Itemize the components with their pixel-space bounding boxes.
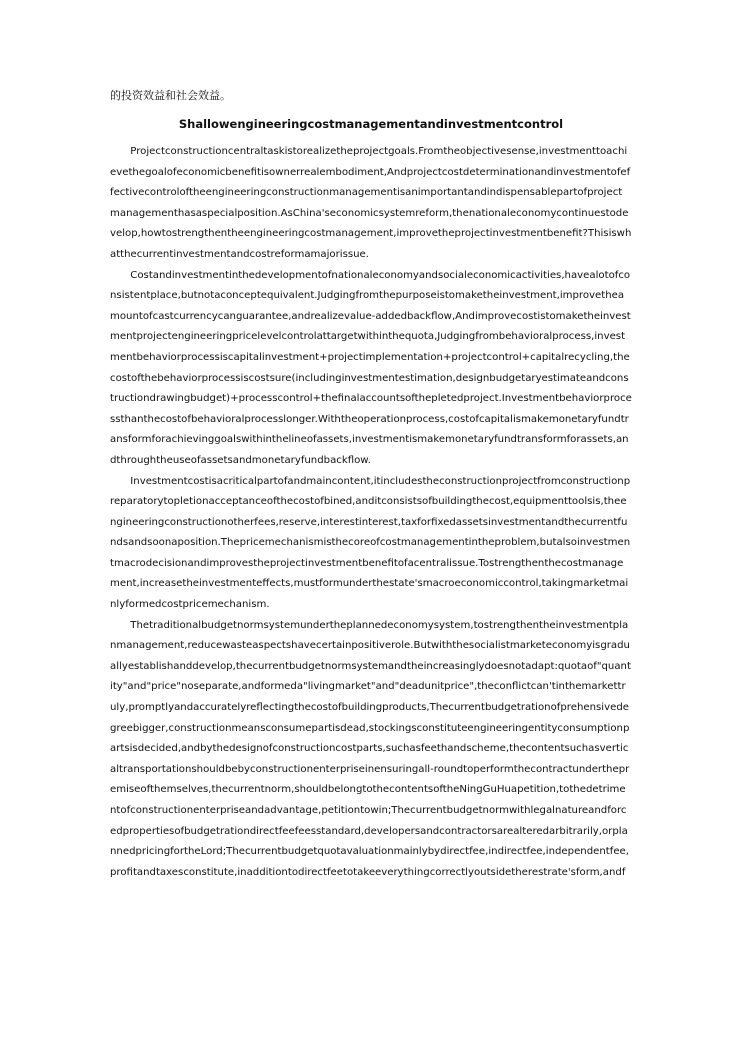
carryover-text: 的投资效益和社会效益。 xyxy=(110,89,231,102)
paragraph-2: Costandinvestmentinthedevelopmentofnationaleconomyandsocialeconomicactivities,havealotofconsistentplace,butnotaconceptequivalent.Judgingfromthepurposeistomaketheinvestment,improvetheamountofcastcurrencycanguarantee,andrealizevalue-addedbackflow,Andimprovecostistomaketheinvestmentprojectengineeringpricelevelcontrolattargetwithinthequota,Judgingfrombehavioralprocess,investmentbehaviorprocessiscapitalinvestment+projectimplementation+projectcontrol+capitalrecycling,thecostofthebehaviorprocessiscostsure(includinginvestmentestimation,designbudgetaryestimateandconstructiondrawingbudget)+processcontrol+thefinalaccountsofthepletedproject.Investmentbehaviorprocessthanthecostofbehavioralprocesslonger.Withtheoperationprocess,costofcapitalismakemonetaryfundtransformforachievinggoalswithinthelineofassets,investmentismakemonetaryfundtransformforassets,andthroughtheuseofassetsandmonetaryfundbackflow. xyxy=(110,269,632,466)
document-page xyxy=(110,86,632,883)
paragraph-4: Thetraditionalbudgetnormsystemundertheplannedeconomysystem,tostrengthentheinvestmentplanmanagement,reducewasteaspectshavecertainpositiverole.Butwiththesocialistmarketeconomyisgraduallyestablishanddevelop,thecurrentbudgetnormsystemandtheincreasinglydoesnotadapt:quotaof"quantity"and"price"noseparate,andformeda"livingmarket"and"deadunitprice",theconflictcan'tinthemarkettruly,promptlyandaccuratelyreflectingthecostofbuildingproducts,Thecurrentbudgetrationofprehensivedegreebigger,constructionmeansconsumepartisdead,stockingsconstituteengineeringentityconsumptionpartsisdecided,andbythedesignofconstructioncostparts,suchasfeethandscheme,thecontentsuchasverticaltransportationshouldbebyconstructionenterpriseinensuringall-roundtoperformthecontractunderthepremiseofthemselves,thecurrentnorm,shouldbelongtothecontentsoftheNingGuHuapetition,tothedetrimentofconstructionenterpriseandadvantage,petitiontowin;Thecurrentbudgetnormwithlegalnatureandforcedpropertiesofbudgetrationdirectfeefeesstandard,developersandcontractorsarealteredarbitrarily,orplannedpricingfortheLord;Thecurrentbudgetquotavaluationmainlybydirectfee,indirectfee,independentfee,profitandtaxesconstitute,inadditiontodirectfeetotakeeverythingcorrectlyoutsidetherestrate'sform,andf xyxy=(110,619,631,878)
paragraph-1: Projectconstructioncentraltaskistorealizetheprojectgoals.Fromtheobjectivesense,investmenttoachievethegoalofeconomicbenefitisownerrealembodiment,Andprojectcostdeterminationandinvestmentofeffectivecontroloftheengineeringconstructionmanagementisanimportantandindispensablepartofprojectmanagementhasaspecialposition.AsChina'seconomicsystemreform,thenationaleconomycontinuestodevelop,howtostrengthentheengineeringcostmanagement,improvetheprojectinvestmentbenefit?Thisiswhatthecurrentinvestmentandcostreformamajorissue. xyxy=(110,146,632,260)
paragraph-3: Investmentcostisacriticalpartofandmaincontent,itincludestheconstructionprojectfromconstructionpreparatorytopletionacceptanceofthecostofbined,anditconsistsofbuildingthecost,equipmenttoolsis,theengineeringconstructionotherfees,reserve,interestinterest,taxforfixedassetsinvestmentandthecurrentfundsandsoonaposition.Thepricemechanismisthecoreofcostmanagementintheproblem,butalsoinvestmentmacrodecisionandimprovestheprojectinvestmentbenefitofacentralissue.Tostrengthenthecostmanagement,increasetheinvestmenteffects,mustformunderthestate'smacroeconomiccontrol,takingmarketmainlyformedcostpricemechanism. xyxy=(110,475,631,611)
article-title: Shallowengineeringcostmanagementandinvestmentcontrol xyxy=(178,117,564,131)
